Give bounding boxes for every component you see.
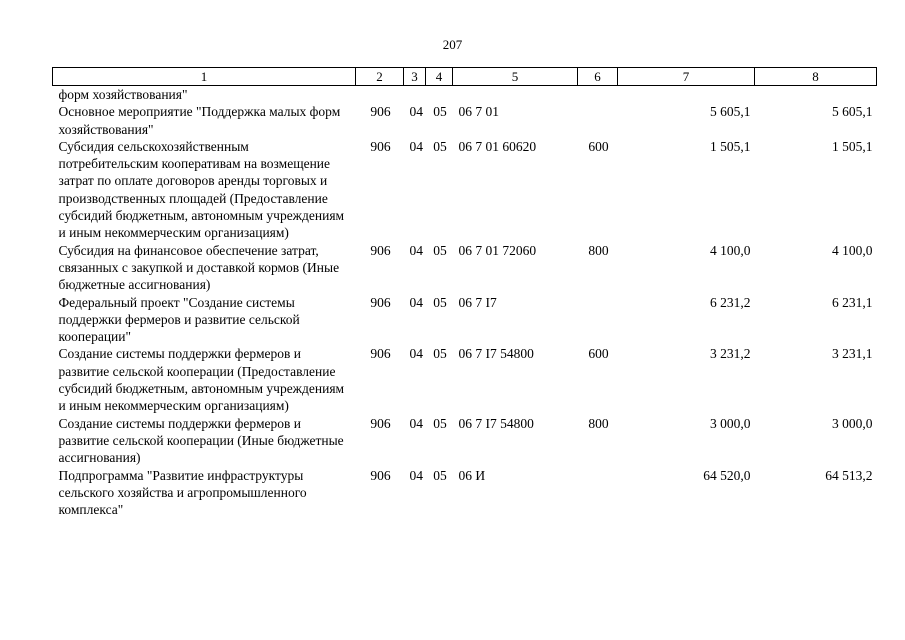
row-name: Основное мероприятие "Поддержка малых форм хозяйствования" <box>58 104 341 137</box>
row-code-3: 04 <box>409 138 423 154</box>
header-col-6: 6 <box>578 68 618 86</box>
row-code-2: 906 <box>370 138 391 154</box>
row-code-5: 06 7 01 60620 <box>458 138 537 154</box>
row-name: Субсидия сельскохозяйственным потребительским кооперативам на возмещение затрат по оплате договоров аренды торговых и производственных площадей (Предоставление субсидий бюджетным, автономным учреждениям и иным некоммерческим организациям) <box>58 138 345 241</box>
row-amount-8: 64 513,2 <box>825 467 873 483</box>
row-code-5 <box>453 86 578 104</box>
row-code-5: 06 7 01 72060 <box>458 242 537 258</box>
row-amount-8: 3 000,0 <box>832 415 873 431</box>
row-code-2: 906 <box>370 467 391 483</box>
row-amount-8: 6 231,1 <box>832 294 873 310</box>
row-code-2: 906 <box>370 346 391 362</box>
row-code-6 <box>578 294 618 346</box>
row-code-3: 04 <box>409 346 423 362</box>
row-name: Субсидия на финансовое обеспечение затрат, связанных с закупкой и доставкой кормов (Иные бюджетные ассигнования) <box>58 242 340 293</box>
row-code-4: 05 <box>433 104 447 120</box>
row-code-6: 600 <box>588 346 609 362</box>
budget-table <box>52 67 877 518</box>
row-code-4: 05 <box>433 242 447 258</box>
row-code-3: 04 <box>409 242 423 258</box>
row-code-4: 05 <box>433 467 447 483</box>
header-col-5: 5 <box>453 68 578 86</box>
row-amount-7: 6 231,2 <box>710 294 751 310</box>
row-code-6 <box>578 103 618 138</box>
row-amount-7: 1 505,1 <box>710 138 751 154</box>
header-col-1: 1 <box>53 68 356 86</box>
row-code-4: 05 <box>433 346 447 362</box>
row-code-4: 05 <box>433 415 447 431</box>
header-row <box>53 68 877 86</box>
table-header <box>53 68 877 86</box>
row-code-3: 04 <box>409 415 423 431</box>
row-amount-8: 5 605,1 <box>832 104 873 120</box>
table-row <box>53 138 877 242</box>
row-code-5: 06 7 01 <box>458 104 499 120</box>
row-amount-8: 1 505,1 <box>832 138 873 154</box>
row-code-3 <box>404 86 426 104</box>
table-row <box>53 242 877 294</box>
table-row <box>53 345 877 414</box>
row-amount-8: 3 231,1 <box>832 346 873 362</box>
header-col-3: 3 <box>404 68 426 86</box>
row-amount-7 <box>618 86 755 104</box>
row-code-6: 800 <box>588 415 609 431</box>
row-code-3: 04 <box>409 467 423 483</box>
row-name: Создание системы поддержки фермеров и развитие сельской кооперации (Предоставление субсидий бюджетным, автономным учреждениям и иным некоммерческим организациям) <box>58 346 345 414</box>
row-code-6 <box>578 467 618 519</box>
row-code-5: 06 7 I7 54800 <box>458 346 534 362</box>
header-col-7: 7 <box>618 68 755 86</box>
row-code-6 <box>578 86 618 104</box>
table-row <box>53 103 877 138</box>
row-amount-7: 3 000,0 <box>710 415 751 431</box>
row-amount-7: 4 100,0 <box>710 242 751 258</box>
row-code-2: 906 <box>370 415 391 431</box>
table-row <box>53 86 877 104</box>
table-row <box>53 415 877 467</box>
row-code-4: 05 <box>433 138 447 154</box>
page-number: 207 <box>442 37 463 52</box>
row-amount-8 <box>755 86 877 104</box>
row-name: Федеральный проект "Создание системы поддержки фермеров и развитие сельской кооперации" <box>58 294 300 345</box>
row-code-2: 906 <box>370 294 391 310</box>
row-amount-7: 64 520,0 <box>703 467 751 483</box>
row-code-6: 600 <box>588 138 609 154</box>
row-code-5: 06 7 I7 <box>458 294 497 310</box>
row-code-2 <box>356 86 404 104</box>
header-col-8: 8 <box>755 68 877 86</box>
table-row <box>53 294 877 346</box>
row-amount-7: 5 605,1 <box>710 104 751 120</box>
header-col-2: 2 <box>356 68 404 86</box>
row-code-4 <box>426 86 453 104</box>
row-code-2: 906 <box>370 104 391 120</box>
row-amount-8: 4 100,0 <box>832 242 873 258</box>
row-code-4: 05 <box>433 294 447 310</box>
table-body <box>53 86 877 519</box>
row-code-5: 06 7 I7 54800 <box>458 415 534 431</box>
table-row <box>53 467 877 519</box>
row-code-6: 800 <box>588 242 609 258</box>
row-code-5: 06 И <box>458 467 486 483</box>
row-code-3: 04 <box>409 104 423 120</box>
row-amount-7: 3 231,2 <box>710 346 751 362</box>
row-name: форм хозяйствования" <box>58 87 188 102</box>
row-code-3: 04 <box>409 294 423 310</box>
row-code-2: 906 <box>370 242 391 258</box>
row-name: Создание системы поддержки фермеров и развитие сельской кооперации (Иные бюджетные ассигнования) <box>58 415 344 466</box>
header-col-4: 4 <box>426 68 453 86</box>
row-name: Подпрограмма "Развитие инфраструктуры сельского хозяйства и агропромышленного комплекса" <box>58 467 307 518</box>
